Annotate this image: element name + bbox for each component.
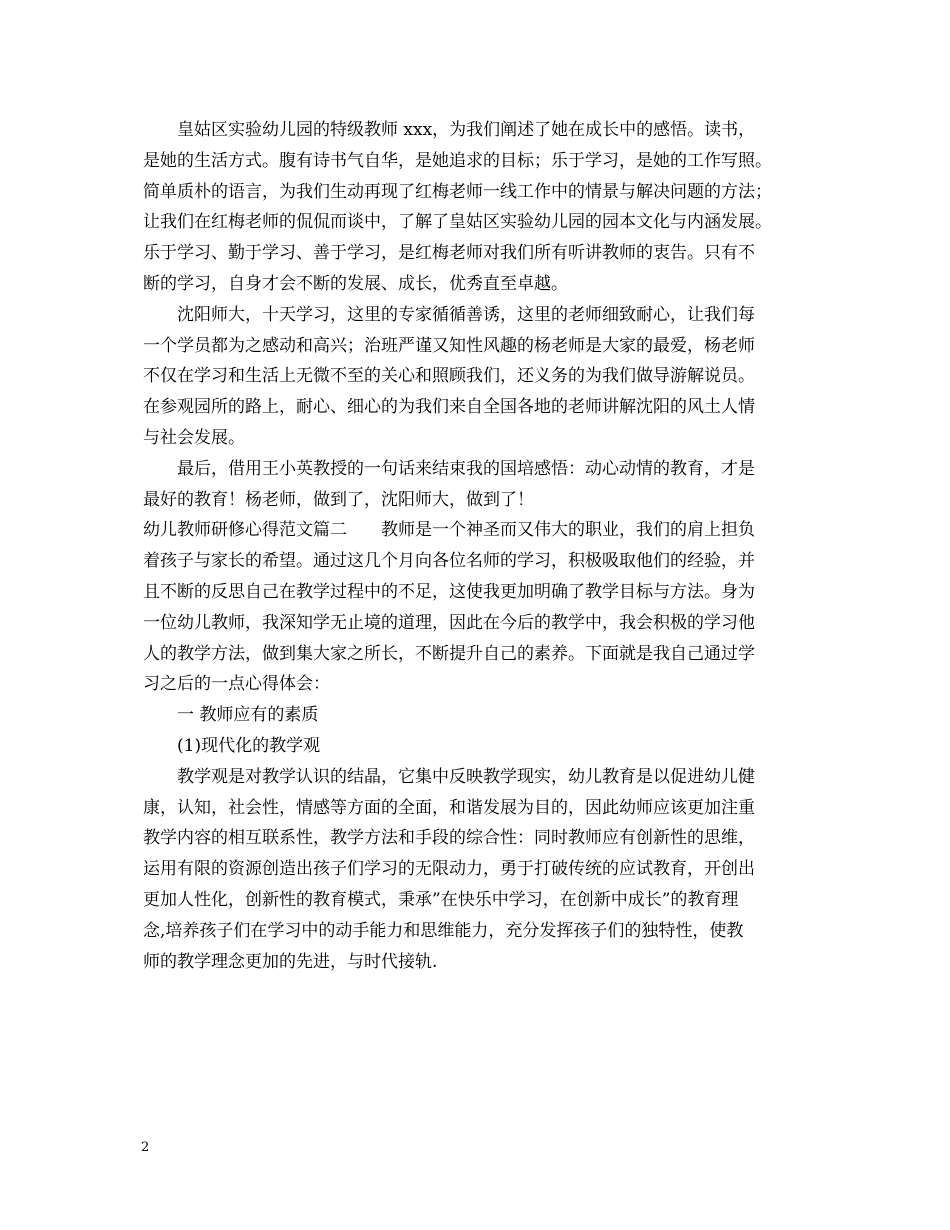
text-line: 人的教学方法，做到集大家之所长，不断提升自己的素养。下面就是我自己通过学 xyxy=(143,643,755,664)
text-line: 最好的教育！杨老师，做到了，沈阳师大，做到了！ xyxy=(143,489,534,510)
text-line: 更加人性化，创新性的教育模式，秉承”在快乐中学习，在创新中成长”的教育理 xyxy=(143,889,739,910)
text-line: 一个学员都为之感动和高兴；治班严谨又知性风趣的杨老师是大家的最爱，杨老师 xyxy=(143,335,755,356)
text-line: 皇姑区实验幼儿园的特级教师 xxx，为我们阐述了她在成长中的感悟。读书， xyxy=(177,120,756,140)
text-line: 教学观是对教学认识的结晶，它集中反映教学现实，幼儿教育是以促进幼儿健 xyxy=(177,766,755,787)
text-line: 着孩子与家长的希望。通过这几个月向各位名师的学习，积极吸取他们的经验，并 xyxy=(143,551,755,572)
text-line: 习之后的一点心得体会： xyxy=(143,674,330,695)
text-line: 最后，借用王小英教授的一句话来结束我的国培感悟：动心动情的教育，才是 xyxy=(177,458,755,479)
section-heading-line: 幼儿教师研修心得范文篇二 教师是一个神圣而又伟大的职业，我们的肩上担负 xyxy=(143,520,755,541)
text-line: 断的学习，自身才会不断的发展、成长，优秀直至卓越。 xyxy=(143,273,568,294)
text-line: 念,培养孩子们在学习中的动手能力和思维能力，充分发挥孩子们的独特性，使教 xyxy=(143,920,744,941)
text-line: 运用有限的资源创造出孩子们学习的无限动力，勇于打破传统的应试教育，开创出 xyxy=(143,859,755,880)
text-line: 一位幼儿教师，我深知学无止境的道理，因此在今后的教学中，我会积极的学习他 xyxy=(143,612,755,633)
text-line: 在参观园所的路上，耐心、细心的为我们来自全国各地的老师讲解沈阳的风土人情 xyxy=(143,397,755,418)
text-line: 乐于学习、勤于学习、善于学习，是红梅老师对我们所有听讲教师的衷告。只有不 xyxy=(143,243,755,264)
text-line: 让我们在红梅老师的侃侃而谈中，了解了皇姑区实验幼儿园的园本文化与内涵发展。 xyxy=(143,212,772,233)
text-line: 沈阳师大，十天学习，这里的专家循循善诱，这里的老师细致耐心，让我们每 xyxy=(177,304,755,325)
text-line: 是她的生活方式。腹有诗书气自华，是她追求的目标；乐于学习，是她的工作写照。 xyxy=(143,150,772,171)
page-number: 2 xyxy=(141,1140,150,1155)
subheading-line: (1)现代化的教学观 xyxy=(177,735,321,756)
text-line: 教学内容的相互联系性，教学方法和手段的综合性：同时教师应有创新性的思维， xyxy=(143,828,755,849)
text-line: 康，认知，社会性，情感等方面的全面，和谐发展为目的，因此幼师应该更加注重 xyxy=(143,797,755,818)
text-line: 与社会发展。 xyxy=(143,427,245,448)
body-text xyxy=(143,115,811,977)
text-line: 不仅在学习和生活上无微不至的关心和照顾我们，还义务的为我们做导游解说员。 xyxy=(143,366,755,387)
text-line: 师的教学理念更加的先进，与时代接轨. xyxy=(143,951,438,972)
text-line: 简单质朴的语言，为我们生动再现了红梅老师一线工作中的情景与解决问题的方法； xyxy=(143,181,772,202)
subheading-line: 一 教师应有的素质 xyxy=(177,705,319,726)
text-line: 且不断的反思自己在教学过程中的不足，这使我更加明确了教学目标与方法。身为 xyxy=(143,581,755,602)
